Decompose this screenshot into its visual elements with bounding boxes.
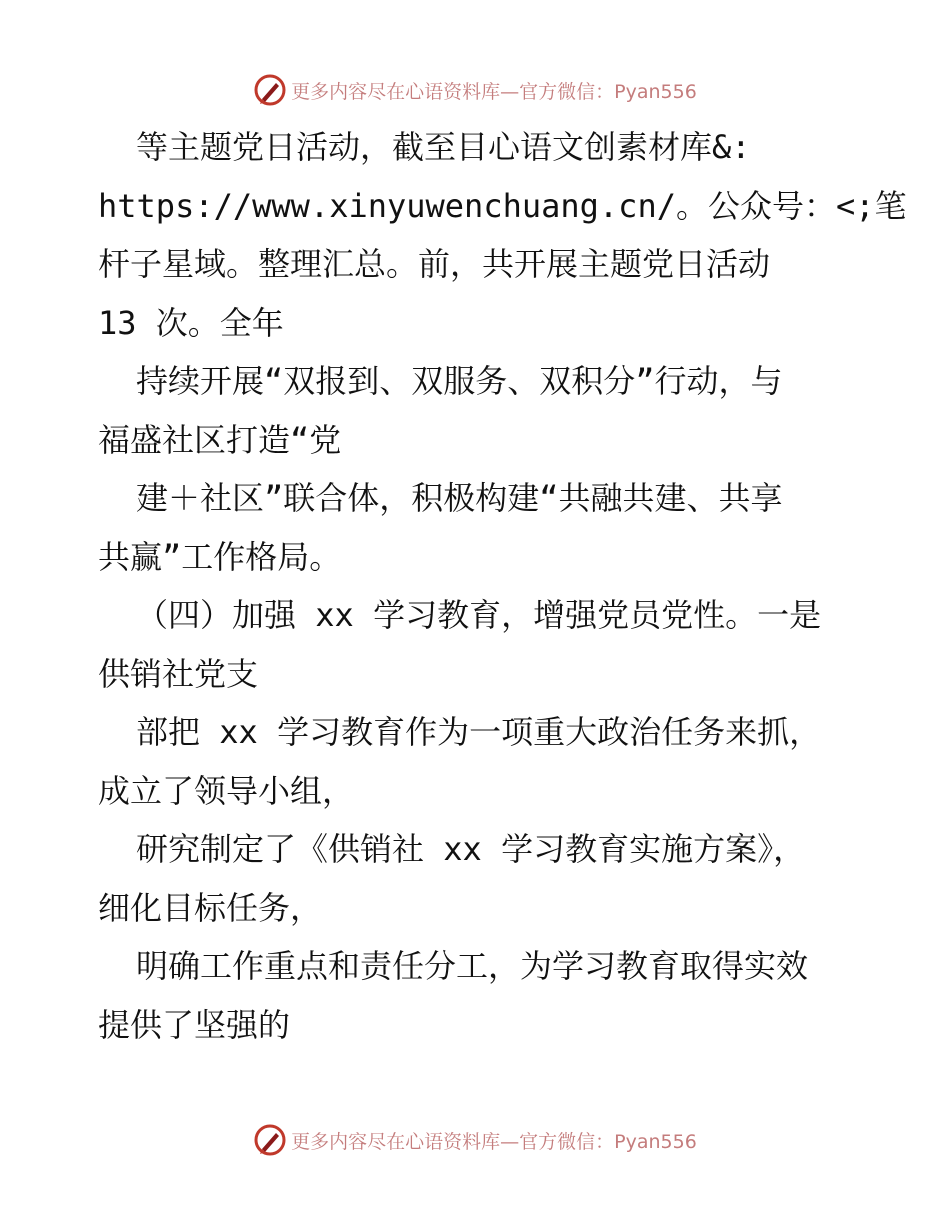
- text-line: 成立了领导小组，: [98, 771, 355, 810]
- banner-site-text: 更多内容尽在心语资料库—: [291, 1130, 520, 1153]
- text-line: 13 次。全年: [98, 303, 284, 342]
- text-line: 福盛社区打造“党: [98, 420, 342, 459]
- pen-logo-icon: [253, 1123, 287, 1157]
- text-line: 持续开展“双报到、双服务、双积分”行动，与: [136, 362, 783, 400]
- text-line: 提供了坚强的: [98, 1005, 291, 1044]
- document-body: [98, 118, 907, 1054]
- text-line: 共赢”工作格局。: [98, 537, 342, 576]
- banner-wechat-text: 官方微信：Pyan556: [519, 80, 697, 103]
- banner-wechat-text: 官方微信：Pyan556: [519, 1130, 697, 1153]
- banner-site-text: 更多内容尽在心语资料库—: [291, 80, 520, 103]
- text-line: https://www.xinyuwenchuang.cn/。公众号：<;笔: [98, 186, 907, 225]
- text-line: 供销社党支: [98, 654, 259, 693]
- text-line: 杆子星域。整理汇总。前，共开展主题党日活动: [98, 245, 771, 283]
- text-line: 建＋社区”联合体，积极构建“共融共建、共享: [136, 479, 783, 517]
- pen-logo-icon: [253, 73, 287, 107]
- text-line: 细化目标任务，: [98, 888, 323, 927]
- footer-banner: [0, 1120, 950, 1160]
- header-banner: [0, 70, 950, 110]
- text-line: 部把 xx 学习教育作为一项重大政治任务来抓，: [136, 713, 822, 751]
- text-line: 等主题党日活动，截至目心语文创素材库&:: [136, 128, 751, 166]
- text-line: （四）加强 xx 学习教育，增强党员党性。一是: [136, 596, 822, 634]
- text-line: 明确工作重点和责任分工，为学习教育取得实效: [136, 947, 809, 985]
- text-line: 研究制定了《供销社 xx 学习教育实施方案》，: [136, 830, 806, 868]
